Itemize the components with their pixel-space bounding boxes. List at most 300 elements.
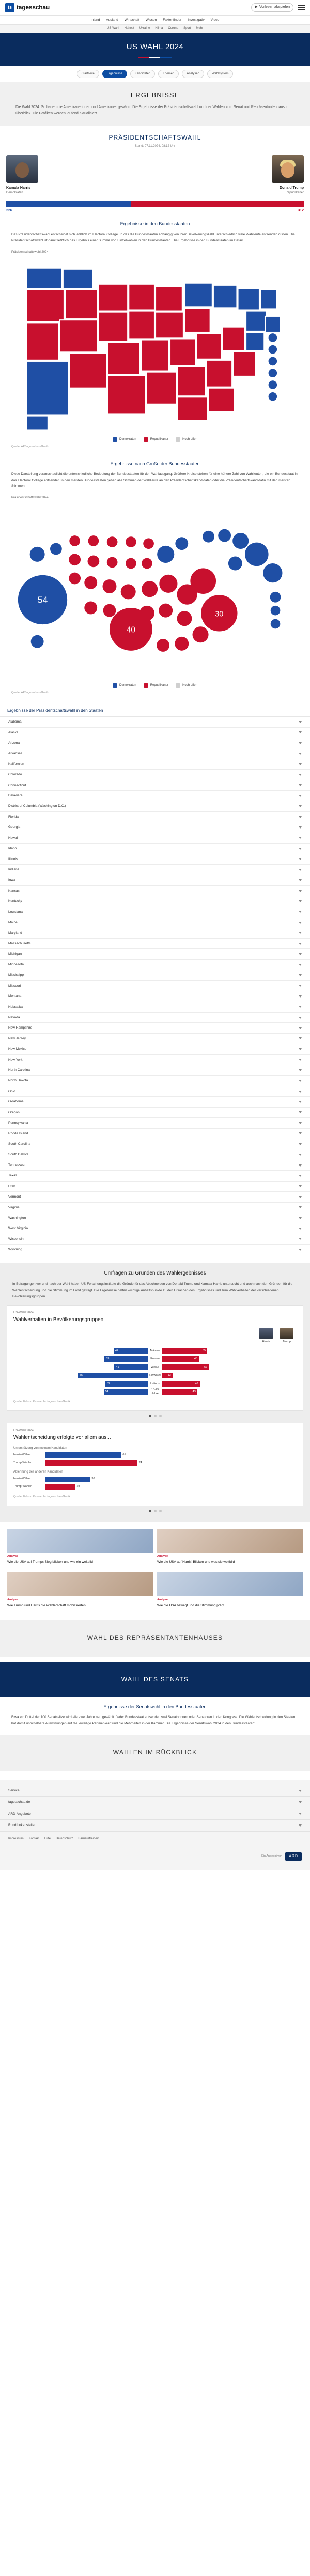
state-row[interactable] bbox=[0, 1118, 310, 1128]
bar-trump bbox=[162, 1356, 199, 1362]
us-choropleth-map[interactable] bbox=[0, 255, 310, 435]
chevron-down-icon bbox=[299, 1217, 302, 1219]
teaser-1-title: Wie die USA auf Harris' Blicken und was sie weltbild bbox=[157, 1560, 235, 1564]
state-row[interactable] bbox=[0, 717, 310, 727]
candidate-trump bbox=[155, 155, 304, 195]
state-row[interactable] bbox=[0, 928, 310, 939]
state-row[interactable] bbox=[0, 822, 310, 833]
electoral-bar-wrap bbox=[0, 195, 310, 214]
footer-row-1[interactable] bbox=[0, 1797, 310, 1808]
state-row[interactable] bbox=[0, 896, 310, 907]
legend2-open-label: Noch offen bbox=[182, 683, 197, 687]
state-row[interactable] bbox=[0, 770, 310, 780]
electoral-bar bbox=[6, 201, 304, 207]
nav-item-0[interactable]: Inland bbox=[90, 18, 100, 22]
legend-dem bbox=[113, 437, 136, 442]
chevron-down-icon bbox=[299, 943, 302, 945]
chart-row bbox=[13, 1364, 297, 1371]
chevron-down-icon bbox=[299, 826, 302, 829]
trump-portrait bbox=[272, 155, 304, 183]
bar-harris bbox=[104, 1389, 148, 1395]
state-row[interactable] bbox=[0, 1182, 310, 1192]
card2-group2-bars bbox=[13, 1477, 297, 1490]
chevron-down-icon bbox=[299, 879, 302, 881]
nav-item-2[interactable]: Wirtschaft bbox=[124, 18, 140, 22]
house-band bbox=[0, 1620, 310, 1656]
state-row[interactable] bbox=[0, 1108, 310, 1118]
chevron-down-icon bbox=[299, 911, 302, 913]
state-row[interactable] bbox=[0, 1034, 310, 1044]
state-row[interactable] bbox=[0, 1192, 310, 1202]
state-row-label: Alaska bbox=[8, 730, 19, 734]
chevron-down-icon bbox=[299, 731, 302, 733]
footer-row-3-label: Rundfunkanstalten bbox=[8, 1823, 37, 1828]
size-text: Diese Darstellung veranschaulicht die unterschiedliche Bedeutung der Bundesstaaten für den Wahlausgang: Größere Kreise stehen für eine höhere Zahl von Wahlleuten, die ein Bundesstaat in das Electoral College entsendet. In den meisten Bundesstaaten gehen alle Stimmen der Wahlleute an den Präsidentschaftskandidaten oder die Präsidentschaftskandidatin mit den meisten Stimmen. bbox=[11, 472, 298, 488]
footer-link-0[interactable]: Impressum bbox=[8, 1837, 24, 1841]
state-row-label: Illinois bbox=[8, 857, 18, 861]
state-row[interactable] bbox=[0, 970, 310, 980]
legend2-dem-label: Demokraten bbox=[119, 683, 136, 687]
chevron-down-icon bbox=[299, 890, 302, 892]
map-legend-1 bbox=[0, 435, 310, 443]
states-text-block bbox=[0, 214, 310, 247]
state-row-label: New York bbox=[8, 1057, 23, 1062]
survey-band bbox=[0, 1263, 310, 1522]
chip-analysen[interactable]: Analysen bbox=[182, 70, 204, 79]
bar-value bbox=[45, 1452, 121, 1458]
chevron-down-icon bbox=[299, 1080, 302, 1082]
state-row[interactable] bbox=[0, 1023, 310, 1033]
state-row[interactable] bbox=[0, 738, 310, 748]
teaser-0-title: Wie die USA auf Trumps Sieg blicken und wie ein weltbild bbox=[7, 1560, 93, 1564]
chevron-down-icon bbox=[299, 721, 302, 723]
card2-group1-bars bbox=[13, 1452, 297, 1466]
logo-mark-icon: ts bbox=[5, 3, 14, 12]
states-text: Das Präsidentschaftswahl entscheidet sich letztlich im Electoral College. In das die Bundesstaaten abhängig von ihrer Bevölkerungszahl unterschiedlich viele Wahlleute entsenden dürfen. Die Präsidentschaftswahl ist damit letztlich das Ergebnis einer Summe von Einzelwahlen in den Bundesstaaten. Die Ergebnisse in den Bundesstaaten im Detail: bbox=[11, 233, 295, 242]
state-row-label: Oklahoma bbox=[8, 1100, 24, 1104]
trump-party: Republikaner bbox=[285, 191, 304, 195]
chevron-down-icon bbox=[299, 869, 302, 871]
us-map-svg bbox=[5, 257, 305, 434]
state-row-label: Texas bbox=[8, 1174, 17, 1178]
senate-states-text: Etwa ein Drittel der 100 Senatssitze wird alle zwei Jahre neu gewählt. Jeder Bundesstaat entsendet zwei Senatorinnen oder Senatoren in den Kongress. Die Wahlentscheidung in den Staaten hat damit unmittelbare Auswirkungen auf die jeweilige Parteienkraft und die Mehrheiten in der Kammer. Die Ergebnisse der Senatswahl 2024 in den Bundesstaaten: bbox=[11, 1715, 296, 1725]
state-row-label: Florida bbox=[8, 815, 19, 819]
teaser-3-title: Wie die USA bewegt und die Stimmung prägt bbox=[157, 1603, 225, 1607]
state-row-label: Arkansas bbox=[8, 752, 23, 756]
state-row-label: Kansas bbox=[8, 888, 20, 893]
state-row[interactable] bbox=[0, 1160, 310, 1171]
state-row[interactable] bbox=[0, 886, 310, 896]
teaser-0[interactable] bbox=[7, 1529, 153, 1565]
size-heading: Ergebnisse nach Größe der Bundesstaaten bbox=[110, 461, 200, 466]
chart-row bbox=[13, 1381, 297, 1387]
chevron-down-icon bbox=[299, 763, 302, 765]
state-row-label: North Dakota bbox=[8, 1079, 28, 1083]
state-row-label: Colorado bbox=[8, 773, 22, 777]
state-row-label: Kentucky bbox=[8, 899, 22, 903]
harris-party: Demokraten bbox=[6, 191, 23, 195]
bar-harris-value: 52 bbox=[106, 1382, 110, 1385]
state-row-label: Georgia bbox=[8, 825, 21, 830]
bar-harris bbox=[105, 1381, 148, 1387]
chart-row-rep bbox=[162, 1348, 297, 1354]
svg-text:30: 30 bbox=[215, 610, 224, 619]
carousel2-dot-2[interactable] bbox=[154, 1510, 157, 1512]
state-row-label: Iowa bbox=[8, 878, 16, 882]
subnav-item-4[interactable]: Corona bbox=[168, 27, 179, 30]
state-row[interactable] bbox=[0, 1086, 310, 1097]
state-row-label: New Jersey bbox=[8, 1036, 26, 1040]
state-row[interactable] bbox=[0, 728, 310, 738]
legend-swatch-open-icon bbox=[176, 437, 180, 442]
carousel-dot-3[interactable] bbox=[159, 1415, 162, 1417]
chart-row-dem bbox=[13, 1373, 148, 1378]
chevron-down-icon bbox=[299, 837, 302, 839]
state-row[interactable] bbox=[0, 833, 310, 844]
state-row[interactable] bbox=[0, 1149, 310, 1160]
state-row[interactable] bbox=[0, 917, 310, 928]
nav-item-3[interactable]: Wissen bbox=[145, 18, 157, 22]
teaser-0-tag: Analyse bbox=[7, 1554, 19, 1558]
chart-row-label: Trump-Wähler bbox=[13, 1485, 32, 1489]
state-row[interactable] bbox=[0, 939, 310, 949]
footer-row-0[interactable] bbox=[0, 1785, 310, 1797]
senate-states-heading: Ergebnisse der Senatswahl in den Bundesstaaten bbox=[103, 1704, 207, 1710]
state-row[interactable] bbox=[0, 748, 310, 759]
subnav-item-2[interactable]: Ukraine bbox=[139, 27, 150, 30]
subnav-item-5[interactable]: Sport bbox=[183, 27, 191, 30]
chevron-down-icon bbox=[299, 1132, 302, 1134]
chevron-down-icon bbox=[299, 1175, 302, 1177]
nav-item-1[interactable]: Ausland bbox=[106, 18, 118, 22]
state-row[interactable] bbox=[0, 844, 310, 854]
state-row[interactable] bbox=[0, 1223, 310, 1234]
chevron-down-icon bbox=[299, 1006, 302, 1008]
state-row-label: South Carolina bbox=[8, 1142, 30, 1146]
chevron-down-icon bbox=[299, 1790, 302, 1792]
card2-group2-label: Ablehnung des anderen Kandidaten bbox=[13, 1470, 63, 1474]
legend-rep-label: Republikaner bbox=[150, 438, 169, 441]
card2-title: Wahlentscheidung erfolgte vor allem aus... bbox=[13, 1435, 111, 1440]
chevron-down-icon bbox=[299, 900, 302, 902]
chevron-down-icon bbox=[299, 932, 302, 934]
state-row-label: Wisconsin bbox=[8, 1237, 24, 1241]
state-row[interactable] bbox=[0, 812, 310, 822]
chip-ergebnisse[interactable]: Ergebnisse bbox=[102, 70, 127, 79]
subnav-item-6[interactable]: Mehr bbox=[196, 27, 204, 30]
state-row[interactable] bbox=[0, 907, 310, 917]
chart-row bbox=[13, 1347, 297, 1354]
card1-title: Wahlverhalten in Bevölkerungsgruppen bbox=[13, 1316, 104, 1323]
footer-brand bbox=[0, 1846, 310, 1870]
legend2-swatch-dem-icon bbox=[113, 683, 117, 688]
bar-harris-value: 42 bbox=[115, 1348, 118, 1352]
results-intro-band bbox=[0, 82, 310, 126]
carousel-dot-2[interactable] bbox=[154, 1415, 157, 1417]
bar-harris bbox=[114, 1348, 148, 1354]
electoral-bar-rep bbox=[131, 201, 304, 207]
teaser-3[interactable] bbox=[157, 1572, 303, 1608]
chevron-down-icon bbox=[299, 995, 302, 998]
state-row[interactable] bbox=[0, 1044, 310, 1054]
subnav-item-1[interactable]: Nahost bbox=[124, 27, 134, 30]
chevron-down-icon bbox=[299, 1228, 302, 1230]
chart-row-dem bbox=[13, 1356, 148, 1362]
state-row[interactable] bbox=[0, 1097, 310, 1107]
chart-row-label: Harris-Wähler bbox=[13, 1477, 31, 1481]
state-row[interactable] bbox=[0, 780, 310, 791]
legend2-rep bbox=[144, 683, 168, 688]
state-row[interactable] bbox=[0, 854, 310, 865]
nav-item-6[interactable]: Video bbox=[210, 18, 220, 22]
senate-band bbox=[0, 1662, 310, 1697]
state-row-label: Missouri bbox=[8, 984, 21, 988]
trump-mini-portrait bbox=[280, 1328, 293, 1339]
carousel2-dot-3[interactable] bbox=[159, 1510, 162, 1512]
card1-candidates bbox=[13, 1328, 297, 1344]
map-source-2: Quelle: AP/tagesschau-Grafik bbox=[11, 691, 49, 694]
state-row-label: Nevada bbox=[8, 1015, 20, 1019]
state-row[interactable] bbox=[0, 1076, 310, 1086]
subnav-item-0[interactable]: US-Wahl bbox=[106, 27, 119, 30]
chevron-down-icon bbox=[299, 848, 302, 850]
state-row[interactable] bbox=[0, 960, 310, 970]
chevron-down-icon bbox=[299, 805, 302, 807]
bar-trump-value: 46 bbox=[195, 1382, 198, 1385]
chevron-down-icon bbox=[299, 1196, 302, 1198]
chevron-down-icon bbox=[299, 1238, 302, 1240]
chart-row bbox=[13, 1484, 297, 1490]
bar-value bbox=[45, 1477, 90, 1482]
bar-trump-value: 43 bbox=[192, 1390, 196, 1393]
teaser-2-title: Wie Trump und Harris die Wählerschaft mobilisierten bbox=[7, 1603, 86, 1607]
teaser-1[interactable] bbox=[157, 1529, 303, 1565]
harris-name: Kamala Harris bbox=[6, 186, 31, 190]
presidential-heading: PRÄSIDENTSCHAFTSWAHL bbox=[109, 134, 202, 142]
house-heading: WAHL DES REPRÄSENTANTENHAUSES bbox=[87, 1634, 223, 1642]
survey-heading: Umfragen zu Gründen des Wahlergebnisses bbox=[104, 1270, 206, 1276]
state-row[interactable] bbox=[0, 1213, 310, 1223]
footer-link-1[interactable]: Kontakt bbox=[28, 1837, 40, 1841]
state-row[interactable] bbox=[0, 1055, 310, 1065]
play-icon: ▶ bbox=[255, 5, 258, 9]
teaser-3-tag: Analyse bbox=[157, 1598, 168, 1601]
carousel2-dot-1[interactable] bbox=[149, 1510, 151, 1512]
presidential-timestamp: Stand: 07.11.2024, 08:12 Uhr bbox=[134, 145, 176, 148]
state-row-label: Virginia bbox=[8, 1205, 20, 1209]
legend2-dem bbox=[113, 683, 136, 688]
nav-item-5[interactable]: Investigativ bbox=[188, 18, 205, 22]
map-caption-2: Präsidentschaftswahl 2024 bbox=[11, 496, 49, 500]
carousel-dots-2[interactable] bbox=[0, 1506, 310, 1512]
state-row-label: Pennsylvania bbox=[8, 1121, 28, 1125]
chip-wahlsystem[interactable]: Wahlsystem bbox=[207, 70, 233, 79]
chip-kandidaten[interactable]: Kandidaten bbox=[130, 70, 155, 79]
chart-row-label: Latinos bbox=[150, 1382, 160, 1385]
carousel-dots-1[interactable] bbox=[0, 1410, 310, 1417]
chevron-down-icon bbox=[299, 1091, 302, 1093]
chevron-down-icon bbox=[299, 1048, 302, 1050]
nav-item-4[interactable]: Faktenfinder bbox=[163, 18, 182, 22]
legend-swatch-rep-icon bbox=[144, 437, 148, 442]
trump-name: Donald Trump bbox=[279, 186, 304, 190]
survey-intro: In Befragungen vor und nach der Wahl haben US-Forschungsinstitute die Gründe für das Abschneiden von Donald Trump und Kamala Harris untersucht und auch nach den Gründen für die Wahlentscheidung und die Stimmung im Land gefragt. Die Ergebnisse helfen wichtige Anhaltspunkte zu den Ursachen des Ergebnisses und zum Wahlverhalten der verschiedenen Bevölkerungsgruppen. bbox=[12, 1282, 293, 1298]
bar-trump bbox=[162, 1381, 200, 1387]
svg-text:54: 54 bbox=[37, 594, 48, 605]
state-row-label: Tennessee bbox=[8, 1163, 25, 1167]
footer-link-2[interactable]: Hilfe bbox=[44, 1837, 51, 1841]
chevron-down-icon bbox=[299, 1164, 302, 1167]
chart-row-label: 18-29 Jahre bbox=[151, 1388, 159, 1396]
bar-number: 74 bbox=[138, 1461, 142, 1464]
state-row[interactable] bbox=[0, 1139, 310, 1149]
electoral-bar-dem bbox=[6, 201, 131, 207]
chip-startseite[interactable]: Startseite bbox=[77, 70, 99, 79]
state-row-label: Montana bbox=[8, 994, 22, 999]
state-row[interactable] bbox=[0, 791, 310, 801]
state-row-label: Washington bbox=[8, 1216, 26, 1220]
chevron-down-icon bbox=[299, 974, 302, 976]
state-row[interactable] bbox=[0, 1013, 310, 1023]
bar-number: 36 bbox=[91, 1477, 95, 1481]
state-row[interactable] bbox=[0, 875, 310, 885]
state-row-label: Massachusetts bbox=[8, 941, 31, 945]
results-heading: ERGEBNISSE bbox=[130, 91, 180, 99]
logo-text: tagesschau bbox=[17, 3, 50, 11]
bar-harris-value: 54 bbox=[105, 1390, 109, 1393]
bar-value bbox=[45, 1460, 137, 1466]
footer-row-3[interactable] bbox=[0, 1820, 310, 1831]
state-row[interactable] bbox=[0, 801, 310, 811]
state-row-label: Maine bbox=[8, 921, 18, 925]
harris-mini-portrait bbox=[259, 1328, 273, 1339]
teaser-2[interactable] bbox=[7, 1572, 153, 1608]
chevron-down-icon bbox=[299, 922, 302, 924]
state-row[interactable] bbox=[0, 949, 310, 959]
chart-row-label: Frauen bbox=[150, 1357, 160, 1360]
footer-link-4[interactable]: Barrierefreiheit bbox=[78, 1837, 99, 1841]
site-logo[interactable] bbox=[5, 3, 50, 12]
chevron-down-icon bbox=[299, 1111, 302, 1113]
chevron-down-icon bbox=[299, 795, 302, 797]
chart-row bbox=[13, 1372, 297, 1379]
state-row-label: Connecticut bbox=[8, 783, 26, 787]
states-heading: Ergebnisse in den Bundesstaaten bbox=[120, 221, 190, 227]
chart-row bbox=[13, 1389, 297, 1396]
read-aloud-button[interactable] bbox=[251, 3, 293, 11]
state-row[interactable] bbox=[0, 1171, 310, 1181]
state-row[interactable] bbox=[0, 1002, 310, 1013]
chart-card-groups bbox=[7, 1306, 303, 1410]
state-row-label: Vermont bbox=[8, 1195, 21, 1199]
state-row[interactable] bbox=[0, 1203, 310, 1213]
state-row[interactable] bbox=[0, 865, 310, 875]
footer-link-3[interactable]: Datenschutz bbox=[56, 1837, 73, 1841]
footer-row-2[interactable] bbox=[0, 1808, 310, 1820]
teaser-2-tag: Analyse bbox=[7, 1598, 19, 1601]
chevron-down-icon bbox=[299, 953, 302, 955]
electoral-bar-numbers bbox=[6, 208, 304, 213]
teaser-2-image bbox=[7, 1572, 153, 1596]
bar-trump bbox=[162, 1373, 173, 1378]
chevron-down-icon bbox=[299, 964, 302, 966]
legend2-swatch-rep-icon bbox=[144, 683, 148, 688]
chevron-down-icon bbox=[299, 742, 302, 744]
map-source-1: Quelle: AP/tagesschau-Grafik bbox=[11, 445, 49, 448]
state-row[interactable] bbox=[0, 1234, 310, 1245]
subnav-item-3[interactable]: Klima bbox=[155, 27, 163, 30]
card1-bars bbox=[13, 1347, 297, 1396]
bar-trump bbox=[162, 1389, 197, 1395]
state-accordion bbox=[0, 716, 310, 1255]
chart-row-rep bbox=[162, 1364, 297, 1370]
chip-themen[interactable]: Themen bbox=[158, 70, 179, 79]
state-row-label: Rhode Island bbox=[8, 1131, 28, 1136]
state-row[interactable] bbox=[0, 1245, 310, 1255]
state-row[interactable] bbox=[0, 1065, 310, 1076]
trump-electors: 312 bbox=[298, 208, 304, 212]
chart-row-label: Trump-Wähler bbox=[13, 1461, 32, 1464]
state-row-label: Mississippi bbox=[8, 973, 25, 977]
legend2-swatch-open-icon bbox=[176, 683, 180, 688]
card1-trump bbox=[280, 1328, 293, 1344]
chart-card-motivation bbox=[7, 1423, 303, 1506]
chart-row-rep bbox=[162, 1389, 297, 1395]
page-title: US WAHL 2024 bbox=[126, 42, 184, 51]
harris-portrait bbox=[6, 155, 38, 183]
hamburger-icon[interactable] bbox=[298, 5, 305, 10]
state-row-label: South Dakota bbox=[8, 1153, 29, 1157]
chart-row bbox=[13, 1477, 297, 1482]
carousel-dot-1[interactable] bbox=[149, 1415, 151, 1417]
teaser-1-tag: Analyse bbox=[157, 1554, 168, 1558]
chart-row-label: Männer bbox=[150, 1348, 160, 1352]
chevron-down-icon bbox=[299, 1801, 302, 1803]
state-row[interactable] bbox=[0, 1129, 310, 1139]
top-bar bbox=[0, 0, 310, 16]
bar-harris-value: 85 bbox=[80, 1373, 83, 1377]
bar-harris bbox=[104, 1356, 148, 1362]
chart-row-rep bbox=[162, 1373, 297, 1378]
footer-row-2-label: ARD-Angebote bbox=[8, 1812, 31, 1816]
chart-row-rep bbox=[162, 1356, 297, 1362]
chevron-down-icon bbox=[299, 1101, 302, 1103]
bar-number: 61 bbox=[122, 1453, 126, 1456]
harris-electors: 226 bbox=[6, 208, 12, 212]
state-row[interactable] bbox=[0, 981, 310, 991]
state-row[interactable] bbox=[0, 991, 310, 1002]
state-row[interactable] bbox=[0, 759, 310, 770]
bar-trump bbox=[162, 1348, 207, 1354]
ard-logo: ARD bbox=[285, 1852, 302, 1861]
teaser-row-1 bbox=[0, 1522, 310, 1572]
chevron-down-icon bbox=[299, 985, 302, 987]
us-bubble-map[interactable] bbox=[0, 501, 310, 681]
footer-row-0-label: Service bbox=[8, 1788, 20, 1792]
chart-row bbox=[13, 1356, 297, 1362]
teaser-0-image bbox=[7, 1529, 153, 1553]
chevron-down-icon bbox=[299, 858, 302, 860]
svg-text:40: 40 bbox=[126, 625, 136, 635]
card2-group1-label: Unterstützung von meinem Kandidaten bbox=[13, 1446, 67, 1450]
card1-trump-label: Trump bbox=[283, 1340, 291, 1344]
chevron-down-icon bbox=[299, 1824, 302, 1827]
chevron-down-icon bbox=[299, 1154, 302, 1156]
main-nav bbox=[0, 16, 310, 25]
map-legend-2 bbox=[0, 681, 310, 689]
candidate-row bbox=[0, 153, 310, 195]
bar-trump-value: 13 bbox=[167, 1373, 171, 1377]
